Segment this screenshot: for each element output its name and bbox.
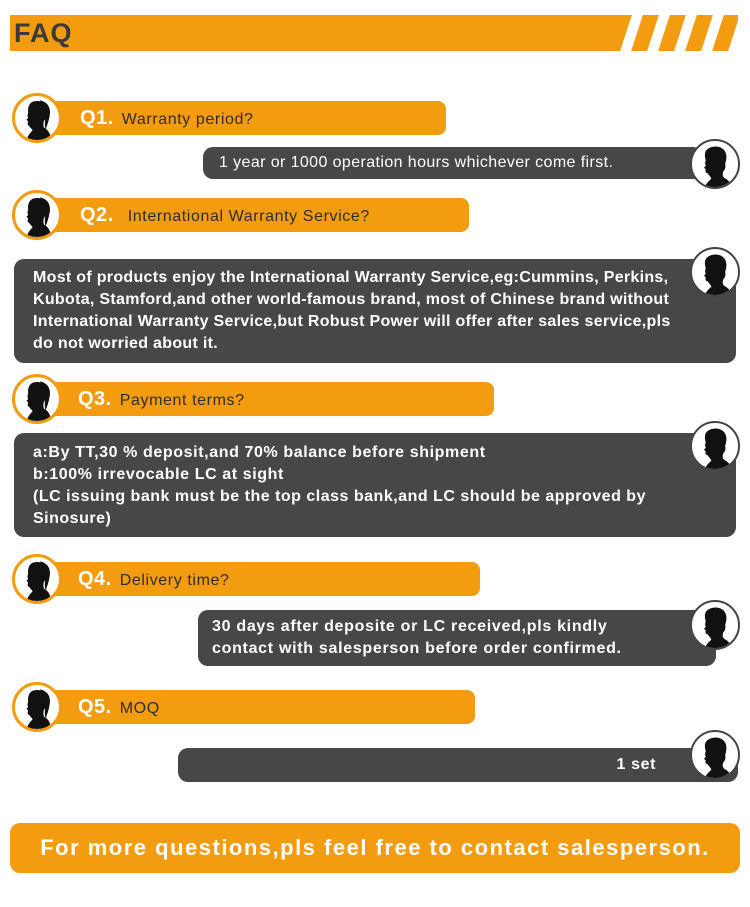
answer-line: b:100% irrevocable LC at sight bbox=[33, 466, 284, 483]
male-silhouette-icon bbox=[690, 600, 740, 650]
answer-bubble-3 bbox=[14, 433, 736, 537]
answer-bubble-5 bbox=[178, 748, 738, 782]
answer-text: 30 days after deposite or LC received,pls kindly contact with salesperson before order confirmed. bbox=[212, 618, 622, 657]
question-label: International Warranty Service? bbox=[127, 208, 370, 225]
female-silhouette-icon bbox=[12, 682, 62, 732]
question-label: MOQ bbox=[119, 700, 160, 717]
question-number: Q2. bbox=[80, 204, 114, 226]
female-silhouette-icon bbox=[12, 93, 62, 143]
page-title: FAQ bbox=[14, 18, 73, 48]
header-stripe bbox=[728, 15, 750, 51]
question-label: Delivery time? bbox=[119, 572, 230, 589]
answer-line: a:By TT,30 % deposit,and 70% balance before shipment bbox=[33, 444, 486, 461]
header-stripe bbox=[674, 15, 697, 51]
answer-text: 1 year or 1000 operation hours whichever come first. bbox=[219, 154, 614, 171]
question-3 bbox=[78, 382, 245, 418]
contact-banner-text: For more questions,pls feel free to contact salesperson. bbox=[40, 835, 710, 860]
female-silhouette-icon bbox=[12, 190, 62, 240]
answer-text: 1 set bbox=[616, 756, 656, 773]
question-number: Q1. bbox=[80, 107, 114, 129]
answer-bubble-4 bbox=[198, 610, 716, 666]
male-silhouette-icon bbox=[690, 247, 740, 297]
question-label: Warranty period? bbox=[121, 111, 254, 128]
header-stripe bbox=[701, 15, 724, 51]
question-number: Q3. bbox=[78, 388, 112, 410]
male-silhouette-icon bbox=[690, 730, 740, 780]
answer-line: (LC issuing bank must be the top class bank,and LC should be approved by Sinosure) bbox=[33, 488, 646, 527]
question-number: Q4. bbox=[78, 568, 112, 590]
question-label: Payment terms? bbox=[119, 392, 245, 409]
question-number: Q5. bbox=[78, 696, 112, 718]
question-5 bbox=[78, 690, 160, 726]
female-silhouette-icon bbox=[12, 374, 62, 424]
female-silhouette-icon bbox=[12, 554, 62, 604]
answer-bubble-2 bbox=[14, 259, 736, 363]
answer-text: Most of products enjoy the International Warranty Service,eg:Cummins, Perkins, Kubota, Stamford,and other world-famous brand, most of Chinese brand without International Warranty Service,but Robust Power will offer after sales service,pls do not worried about it. bbox=[33, 269, 671, 352]
male-silhouette-icon bbox=[690, 421, 740, 471]
answer-bubble-1 bbox=[203, 147, 703, 179]
question-2 bbox=[80, 198, 370, 234]
faq-header-bar bbox=[10, 15, 738, 51]
question-1 bbox=[80, 101, 253, 137]
male-silhouette-icon bbox=[690, 139, 740, 189]
header-stripe bbox=[647, 15, 670, 51]
header-stripe bbox=[620, 15, 643, 51]
question-4 bbox=[78, 562, 230, 598]
